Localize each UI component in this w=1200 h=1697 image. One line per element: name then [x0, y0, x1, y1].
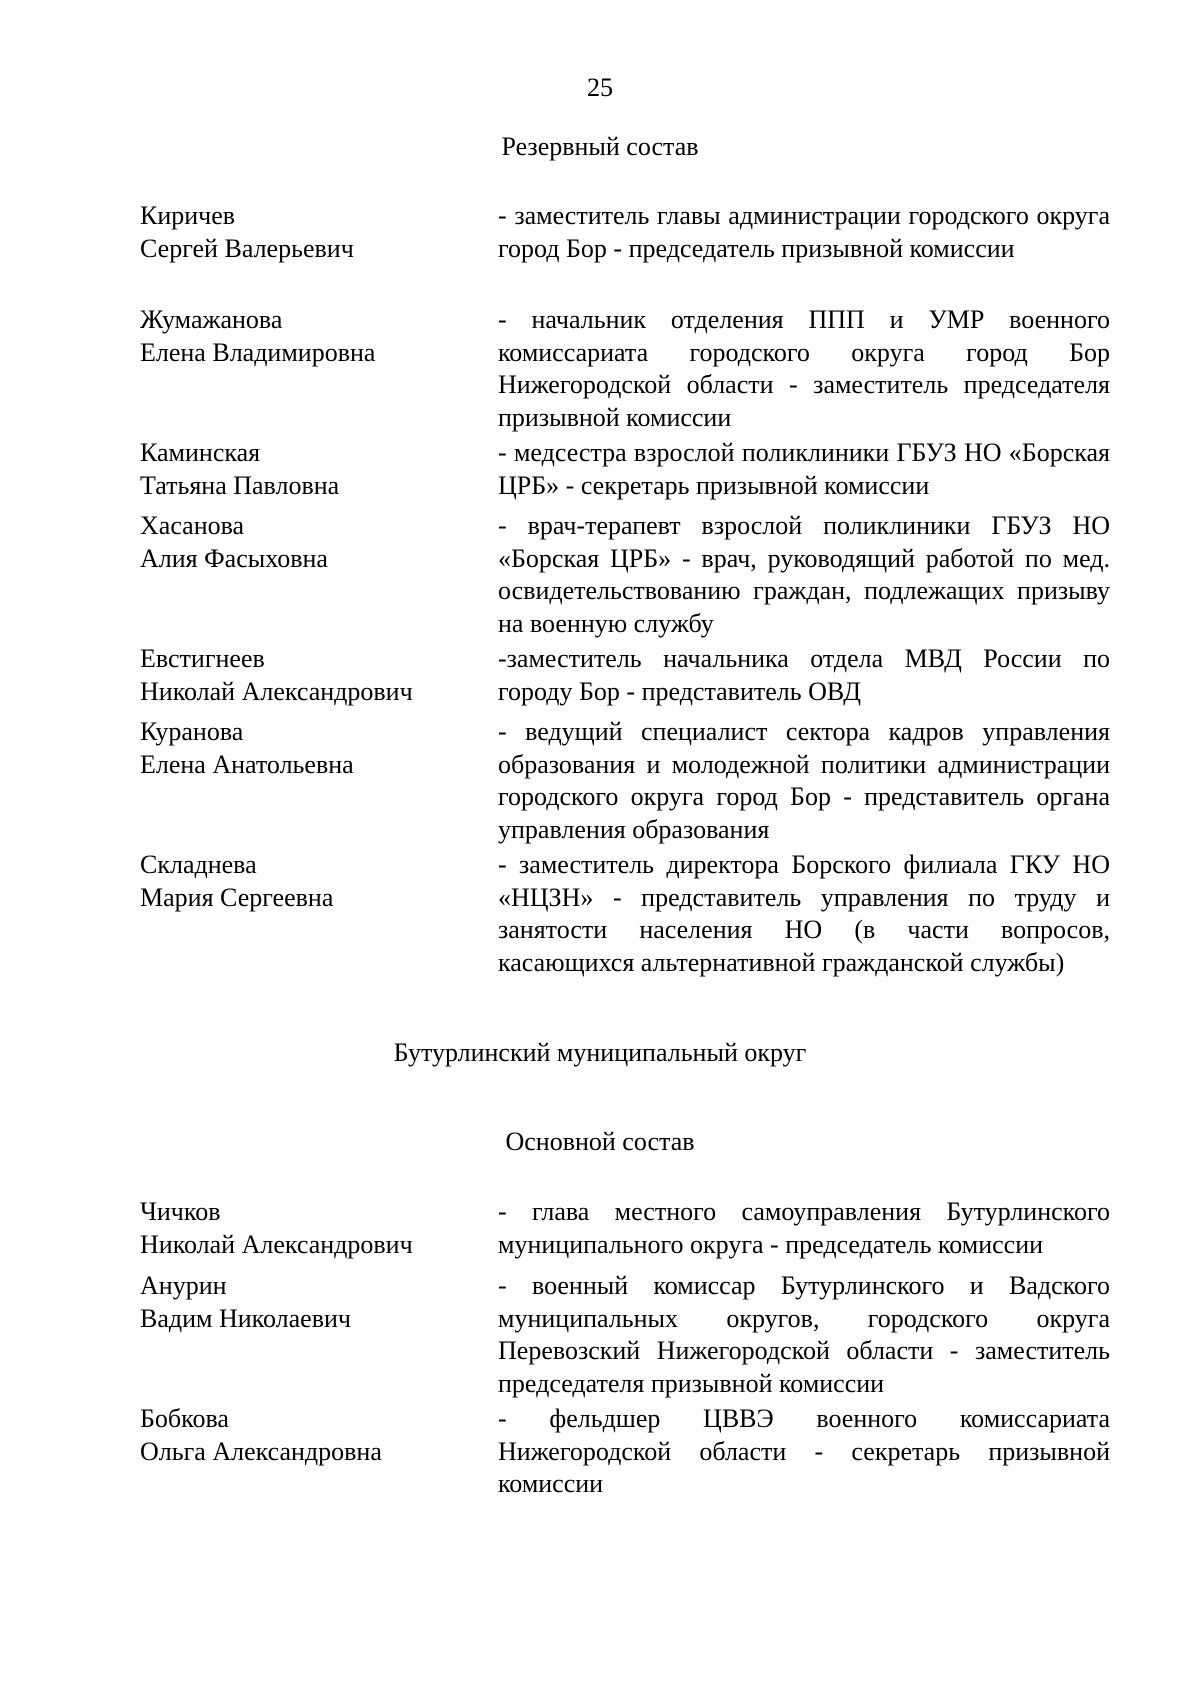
member-surname: Анурин	[140, 1271, 227, 1300]
member-surname: Куранова	[140, 717, 244, 746]
member-surname: Каминская	[140, 438, 261, 467]
member-surname: Евстигнеев	[140, 644, 265, 673]
section-title-district: Бутурлинский муниципальный округ	[393, 1038, 807, 1067]
member-role: - медсестра взрослой поликлиники ГБУЗ НО «Борская ЦРБ» - секретарь призывной комиссии	[498, 438, 1110, 500]
member-given-name: Николай Александрович	[140, 1229, 413, 1259]
member-name	[140, 437, 480, 502]
member-surname: Хасанова	[140, 511, 245, 540]
member-role: - военный комиссар Бутурлинского и Вадского муниципальных округов, городского округа Перевозский Нижегородской области - заместитель председателя призывной комиссии	[498, 1271, 1110, 1398]
member-name	[140, 643, 480, 708]
member-given-name: Сергей Валерьевич	[140, 233, 354, 263]
member-name	[140, 1403, 480, 1468]
member-given-name: Николай Александрович	[140, 676, 413, 706]
member-role: - фельдшер ЦВВЭ военного комиссариата Нижегородской области - секретарь призывной комиссии	[498, 1404, 1110, 1498]
member-surname: Киричев	[140, 201, 236, 230]
member-given-name: Вадим Николаевич	[140, 1303, 351, 1333]
member-surname: Жумажанова	[140, 305, 283, 334]
member-surname: Складнева	[140, 850, 257, 879]
member-surname: Бобкова	[140, 1404, 229, 1433]
member-given-name: Елена Владимировна	[140, 337, 376, 367]
member-role: -заместитель начальника отдела МВД России по городу Бор - представитель ОВД	[498, 644, 1110, 706]
member-role: - глава местного самоуправления Бутурлинского муниципального округа - председатель комиссии	[498, 1197, 1110, 1259]
member-role: - ведущий специалист сектора кадров управления образования и молодежной политики администрации городского округа город Бор - представитель органа управления образования	[498, 717, 1110, 844]
member-surname: Чичков	[140, 1197, 221, 1226]
section-title-main: Основной состав	[505, 1127, 695, 1156]
member-given-name: Алия Фасыховна	[140, 543, 328, 573]
member-role: - врач-терапевт взрослой поликлиники ГБУЗ НО «Борская ЦРБ» - врач, руководящий работой по мед. освидетельствованию граждан, подлежащих призыву на военную службу	[498, 511, 1110, 638]
member-name	[140, 849, 480, 914]
section-title-reserve: Резервный состав	[501, 132, 699, 161]
member-given-name: Елена Анатольевна	[140, 749, 354, 779]
member-name	[140, 200, 480, 265]
member-given-name: Ольга Александровна	[140, 1436, 382, 1466]
member-given-name: Мария Сергеевна	[140, 882, 334, 912]
member-name	[140, 1270, 480, 1335]
page-number: 25	[587, 73, 613, 102]
member-role: - начальник отделения ППП и УМР военного комиссариата городского округа город Бор Нижегородской области - заместитель председателя призывной комиссии	[498, 305, 1110, 432]
member-name	[140, 304, 480, 369]
member-role: - заместитель главы администрации городского округа город Бор - председатель призывной комиссии	[498, 201, 1110, 263]
member-name	[140, 1196, 480, 1261]
member-role: - заместитель директора Борского филиала ГКУ НО «НЦЗН» - представитель управления по труду и занятости населения НО (в части вопросов, касающихся альтернативной гражданской службы)	[498, 850, 1110, 977]
member-name	[140, 510, 480, 575]
member-name	[140, 716, 480, 781]
member-given-name: Татьяна Павловна	[140, 470, 340, 500]
